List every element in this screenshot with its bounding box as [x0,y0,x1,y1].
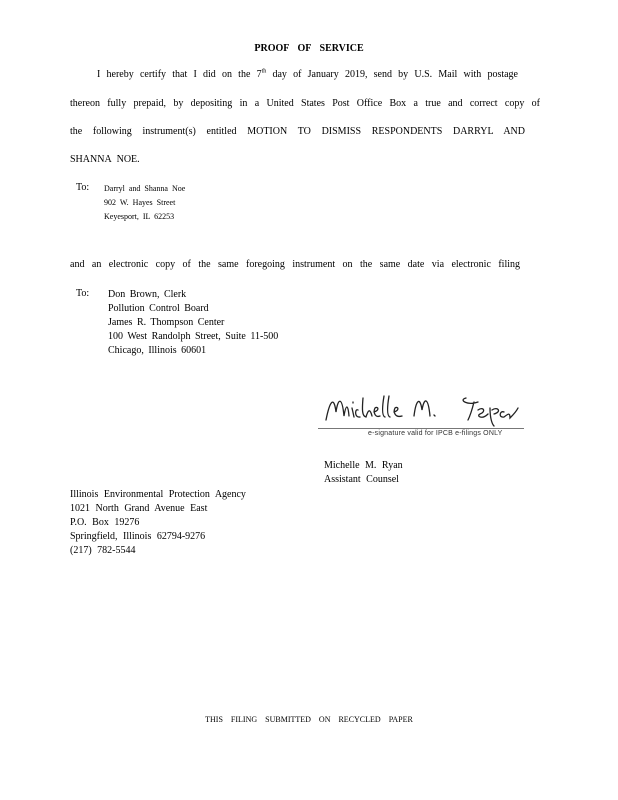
certification-line-3: the following instrument(s) entitled MOTION TO DISMISS RESPONDENTS DARRYL AND [70,126,525,137]
second-recipient-line: 100 West Randolph Street, Suite 11-500 [108,331,279,342]
certification-line-1-pre: I hereby certify that I did on the 7 [97,69,262,80]
first-recipient-line: Darryl and Shanna Noe [104,184,186,193]
first-recipient-line: Keyesport, IL 62253 [104,212,175,221]
handwritten-signature [318,390,528,430]
electronic-filing-line: and an electronic copy of the same foregoing instrument on the same date via electronic filing [70,259,520,270]
second-recipient-address [108,288,278,358]
signature-block [318,390,528,442]
first-recipient-address [104,182,185,224]
second-recipient-line: James R. Thompson Center [108,317,225,328]
document-title: PROOF OF SERVICE [254,43,364,54]
recycled-paper-footer: THIS FILING SUBMITTED ON RECYCLED PAPER [205,715,413,724]
agency-line: P.O. Box 19276 [70,517,140,528]
agency-line: Springfield, Illinois 62794-9276 [70,531,206,542]
certification-line-4: SHANNA NOE. [70,154,140,165]
second-recipient-line: Chicago, Illinois 60601 [108,345,207,356]
agency-line: (217) 782-5544 [70,545,136,556]
certification-line-1 [97,69,518,80]
second-recipient-line: Pollution Control Board [108,303,209,314]
certification-line-2: thereon fully prepaid, by depositing in a United States Post Office Box a true and correct copy of [70,98,540,109]
certification-line-1-post: day of January 2019, send by U.S. Mail with postage [266,69,518,80]
ordinal-suffix: th [261,68,267,75]
signer-name: Michelle M. Ryan [324,460,403,471]
agency-address [70,488,246,558]
signer-block [324,459,403,487]
first-recipient-line: 902 W. Hayes Street [104,198,176,207]
second-to-label: To: [76,288,90,299]
agency-line: 1021 North Grand Avenue East [70,503,208,514]
agency-line: Illinois Environmental Protection Agency [70,489,246,500]
second-recipient-line: Don Brown, Clerk [108,289,187,300]
e-signature-note: e-signature valid for IPCB e-filings ONLY [368,430,503,437]
signer-title: Assistant Counsel [324,474,399,485]
first-to-label: To: [76,182,90,193]
signature-line [318,428,524,429]
